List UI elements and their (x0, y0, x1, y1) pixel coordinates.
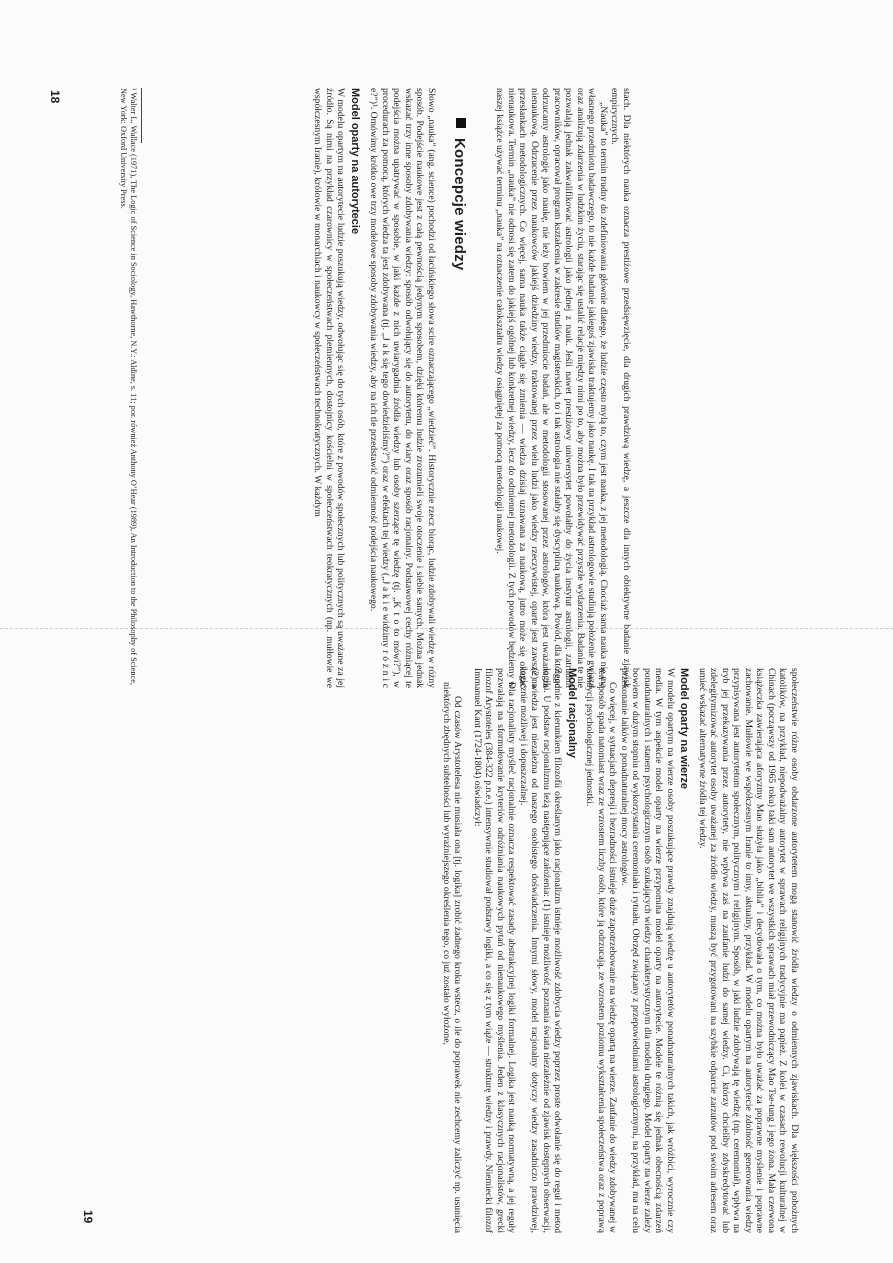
subheading: Model oparty na wierze (678, 668, 691, 790)
body-paragraph: „Nauka” to termin trudny do zdefiniowania głównie dlatego, że ludzie często mylą to, czym jest nauka, z jej metodologią. Chociaż sama nauka nie ma własnego przedmiotu badawczego, to nie każde badanie jakiegoś zjawiska traktujemy jako naukę. I tak na przykład astrologowie studiują położenie gwiazd oraz analizują zdarzenia w ludzkim życiu, starając się ustalić relacje między nimi po to, aby można było przewidywać przyszłe wydarzenia. Badania te nie pozwalają jednak zakwalifikować astrologii jako jednej z nauk. Jeśli nawet prestiżowy uniwersytet powołałby do życia instytut astrologii, zatrudnił pracowników, opracował program kształcenia w zakresie studiów magisterskich, to i tak astrologia nie stałaby się dyscypliną naukową. Powód, dla którego odrzucamy astrologię jako naukę, nie leży bowiem w jej przedmiocie badań, ale w metodologii stosowanej przez astrologów, która jest uważana za nienaukową. Odrzucenie przez naukowców jakiejś dziedziny wiedzy, traktowanej przez wielu ludzi jako wiedzy rzeczywistej, oparte jest zawsze na przesłankach metodologicznych. Co więcej, sama nauka także ciągle się zmienia — wiedza dzisiaj uznawana za naukową, jutro może się okazać nienaukowa. Termin „nauka” nie odnosi się zatem do jakiejś ogólnej lub konkretnej wiedzy, lecz do odmiennej metodologii. Z tych powodów będziemy w naszej książce używać terminu „nauka” na oznaczenie całokształtu wiedzy osiągniętej za pomocą metodologii naukowej. (494, 88, 609, 688)
body-paragraph: Co więcej, w sytuacjach depresji i bezradności istnieje duże zapotrzebowanie na wiedzę opartą na wierze. Zaufanie do wiedzy zdobywanej w ten sposób spada natomiast wraz ze wzrostem liczby osób, które ją odrzucają, ze wzrostem poziomu wykształcenia społeczeństwa oraz z poprawą kondycji psychologicznej jednostki. (584, 668, 619, 1233)
body-paragraph: społeczeństwie różne osoby obdarzone autorytetem mogą stanowić źródła wiedzy o odmiennych zjawiskach. Dla większości pobożnych katolików, na przykład, niepodważalny autorytet w sprawach religijnych tradycyjnie ma papież. Z kolei w czasach rewolucji kulturalnej w Chinach (począwszy od 1965 roku) taki sam autorytet we wszystkich sprawach miał przewodniczący Mao Tse-tung i jego żona. Mała czerwona książeczka zawierająca aforyzmy Mao służyła jako „biblia” i decydowała o tym, co można było uważać za poprawne myślenie i poprawne zachowanie. Mułłowie we współczesnym Iranie to inny, aktualny, przykład. W modelu opartym na autorytecie zdolność generowania wiedzy przypisywana jest autorytetom społecznym, politycznym i religijnym. Sposób, w jaki ludzie zdobywają tę wiedzę (np. ceremoniał), wpływa na tryb jej przekazywania przez autorytety, nie wpływa zaś na zaufanie ludzi do samej wiedzy. Ci, którzy chcieliby zdyskredytować lub zdelegitymizować autorytet osoby uważanej za źródło wiedzy, muszą być przygotowani na szybkie odparcie zarzutów pod swoim adresem oraz umieć wskazać alternatywne źródła tej wiedzy. (697, 668, 800, 1233)
block-quote: Od czasów Arystotelesa nie musiała ona [tj. logika] zrobić żadnego kroku wstecz, o ile do poprawek nie zechcemy zaliczyć np. usunięcia niektórych zbędnych subtelności lub wyraźniejszego określenia tego, co już zostało wyłożone, (441, 682, 464, 1233)
subheading: Model racjonalny (566, 668, 578, 758)
page-number: 19 (81, 1210, 95, 1224)
body-paragraph: Słowo „nauka” (ang. science) pochodzi od łacińskiego słowa scire oznaczającego „wiedzieć”. Historycznie rzecz biorąc, ludzie zdobywali wiedzę w różny sposób. Podejście naukowe jest z całą pewnością jedynym sposobem, dzięki któremu ludzie zrozumieli swoje otoczenie i siebie samych. Można jednak wskazać trzy inne sposoby zdobywania wiedzy: sposób odwołujący się do autorytetu, do wiary oraz sposób racjonalny. Podstawowej cechy różniącej te podejścia można upatrywać w sposobie, w jaki każde z nich uwiarygadnia źródła wiedzy lub osoby szerzące tę wiedzę (tj. „K t o to mówi?”), w procedurach za pomocą, których wiedza ta jest zdobywana (tj. „J a k się tego dowiedzieliśmy?”) oraz w efektach tej wiedzy („J a k i e widzimy r ó ż n i c e?”)¹. Omówimy krótko owe trzy modelowe sposoby zdobywania wiedzy, aby na ich tle przedstawić odmienność podejścia naukowego. (368, 88, 437, 688)
body-paragraph: W modelu opartym na autorytecie ludzie poszukują wiedzy, odwołując się do tych osób, które z powodów społecznych lub politycznych są uważane za jej źródło. Są nimi na przykład czarownicy w społeczeństwach plemiennych, dostojnicy kościelni w społeczeństwach teokratycznych (np. mułłowie we współczesnym Iranie), królowie w monarchiach i naukowcy w społeczeństwach technokratycznych. W każdym (312, 88, 347, 688)
left-page-body (494, 88, 632, 688)
body-paragraph: Zgodnie z kierunkiem filozofii określanym jako racjonalizm istnieje możliwość zdobycia wiedzy poprzez proste odwołanie się do reguł i metod logiki. U podstaw racjonalizmu leżą następujące założenia: (1) istnieje możliwość poznania świata niezależnie od zjawisk dostępnych obserwacji, (2) wiedza jest niezależna od naszego osobistego doświadczenia. Innymi słowy, model racjonalny dotyczy wiedzy zasadniczo prawdziwej, logicznie możliwej i dopuszczalnej. (518, 668, 564, 1233)
body-paragraph: Dla racjonalisty myśleć racjonalnie oznacza respektować zasady abstrakcyjnej logiki formalnej. Logika jest nauką normatywną, a jej reguły pozwalają na sformułowanie kryteriów odróżniania naukowych pytań od nienaukowego myślenia. Jeden z klasycznych racjonalistów, grecki filozof Arystoteles (384-322 p.n.e.) intensywnie studiował podstawy logiki, a co się z tym wiąże — strukturę wiedzy i prawdy. Niemiecki filozof Immanuel Kant (1724-1804) oświadczył: (472, 668, 518, 1233)
right-page-body (10, 668, 800, 1233)
page-number: 18 (48, 90, 62, 104)
body-paragraph: stach. Dla niektórych nauka oznacza prestiżowe przedsięwzięcie, dla drugich prawdziwą wiedzę, a jeszcze dla innych obiektywne badanie zjawisk empirycznych. (609, 88, 632, 688)
footnote (92, 88, 142, 688)
subheading: Model oparty na autorytecie (349, 88, 361, 235)
square-bullet-icon (456, 118, 466, 128)
footnote-text: ¹ Walter L. Wallace (1971), The Logic of Science in Sociology, Hawthorne, N.Y.: Aldine, s. 11; por. również Anthony O’Hear (1989), An Introduction to the Philosophy of Science, New York: Oxford University Press. (119, 88, 138, 685)
footnote-rule (141, 88, 142, 143)
body-paragraph: W modelu opartym na wierze osoby poszukujące prawdy znajdują wiedzę u autorytetów ponadnaturalnych takich, jak wróżbici, wyrocznie czy media. W tym aspekcie model oparty na wierze przypomina model oparty na autorytecie. Modele te różnią się jednak obecnością zdarzeń ponadnaturalnych i stanem psychologicznym osób szukających wiedzy charakterystycznym dla modelu drugiego. Model oparty na wierze zależy bowiem w dużym stopniu od wykorzystania ceremoniału i rytuału. Obrzęd związany z przepowiedniami astrologicznymi, na przykład, ma na celu przekonanie laików o ponadnaturalnej mocy astrologów. (619, 668, 676, 1233)
left-page-section-body (247, 88, 437, 688)
section-heading: Koncepcje wiedzy (444, 118, 468, 638)
